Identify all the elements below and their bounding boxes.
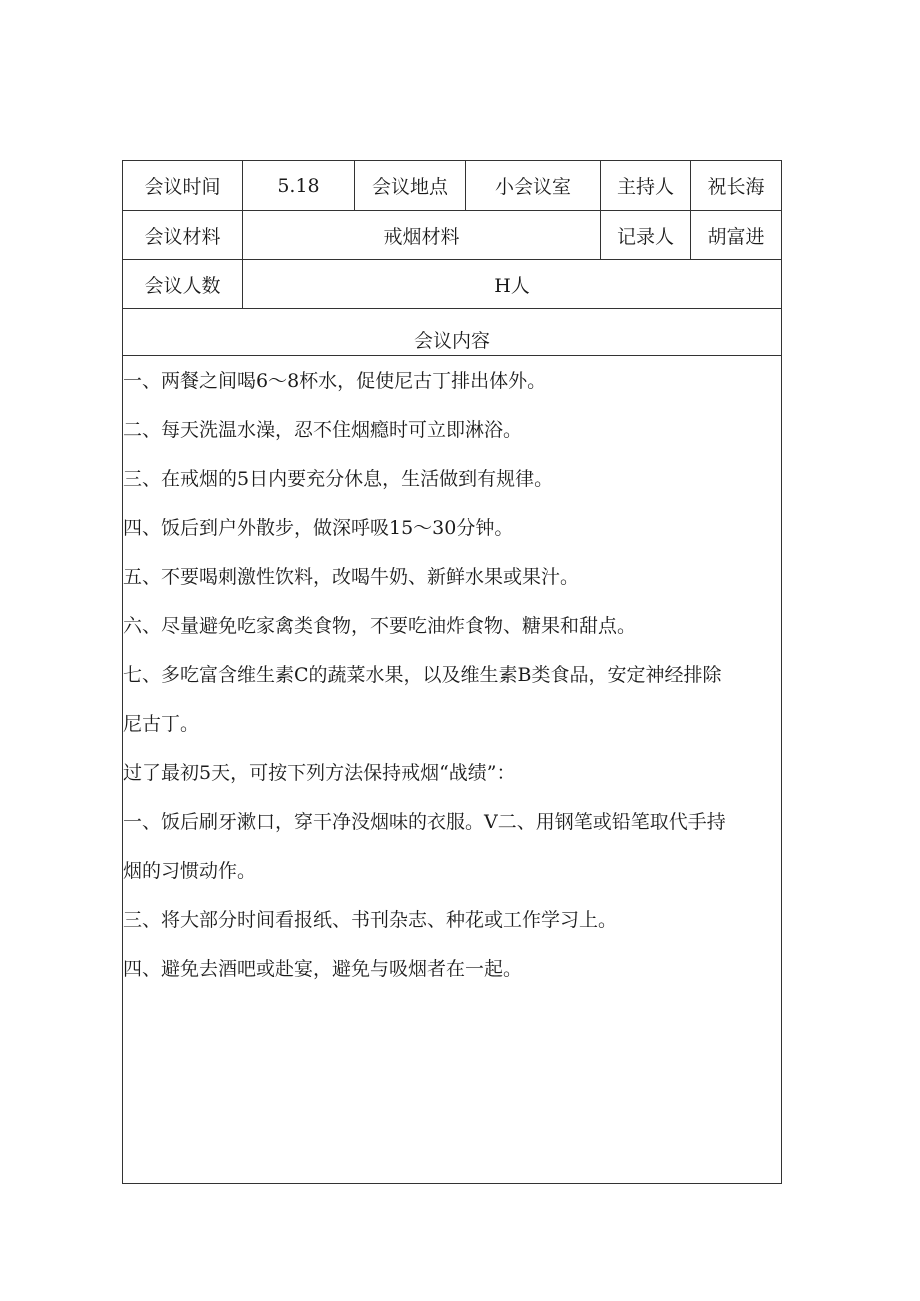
content-title: 会议内容 xyxy=(123,309,781,356)
place-value: 小会议室 xyxy=(466,161,601,210)
content-line: 一、两餐之间喝6～8杯水，促使尼古丁排出体外。 xyxy=(123,370,547,392)
host-label: 主持人 xyxy=(601,161,691,210)
recorder-value: 胡富进 xyxy=(707,225,765,248)
time-label: 会议时间 xyxy=(123,161,243,210)
content-line: 过了最初5天，可按下列方法保持戒烟“战绩”： xyxy=(123,762,516,784)
content-line: 七、多吃富含维生素C的蔬菜水果，以及维生素B类食品，安定神经排除 xyxy=(123,664,722,686)
time-value: 5.18 xyxy=(243,161,355,210)
count-value: H人 xyxy=(494,274,530,297)
host-value: 祝长海 xyxy=(707,176,765,198)
content-line: 三、将大部分时间看报纸、书刊杂志、种花或工作学习上。 xyxy=(123,909,618,931)
content-line: 六、尽量避免吃家禽类食物，不要吃油炸食物、糖果和甜点。 xyxy=(123,615,637,637)
content-line: 四、避免去酒吧或赴宴，避免与吸烟者在一起。 xyxy=(123,958,523,980)
content-line: 三、在戒烟的5日内要充分休息，生活做到有规律。 xyxy=(123,468,554,490)
content-line: 尼古丁。 xyxy=(123,713,200,735)
content-line: 四、饭后到户外散步，做深呼吸15～30分钟。 xyxy=(123,517,514,539)
row-time-place-host xyxy=(123,161,781,211)
content-line: 五、不要喝刺激性饮料，改喝牛奶、新鲜水果或果汁。 xyxy=(123,566,580,588)
content-lines xyxy=(123,357,781,994)
content-line: 一、饭后刷牙漱口，穿干净没烟味的衣服。V二、用钢笔或铅笔取代手持 xyxy=(123,811,726,833)
place-label: 会议地点 xyxy=(355,161,466,210)
material-value: 戒烟材料 xyxy=(243,211,601,259)
count-label: 会议人数 xyxy=(123,260,243,308)
row-material-recorder xyxy=(123,211,781,260)
recorder-label: 记录人 xyxy=(601,211,691,259)
content-line: 二、每天洗温水澡，忍不住烟瘾时可立即淋浴。 xyxy=(123,419,523,441)
meeting-record-table xyxy=(122,160,782,1184)
content-line: 烟的习惯动作。 xyxy=(123,860,257,882)
material-label: 会议材料 xyxy=(123,211,243,259)
content-section xyxy=(123,309,781,1136)
row-attendee-count xyxy=(123,260,781,309)
